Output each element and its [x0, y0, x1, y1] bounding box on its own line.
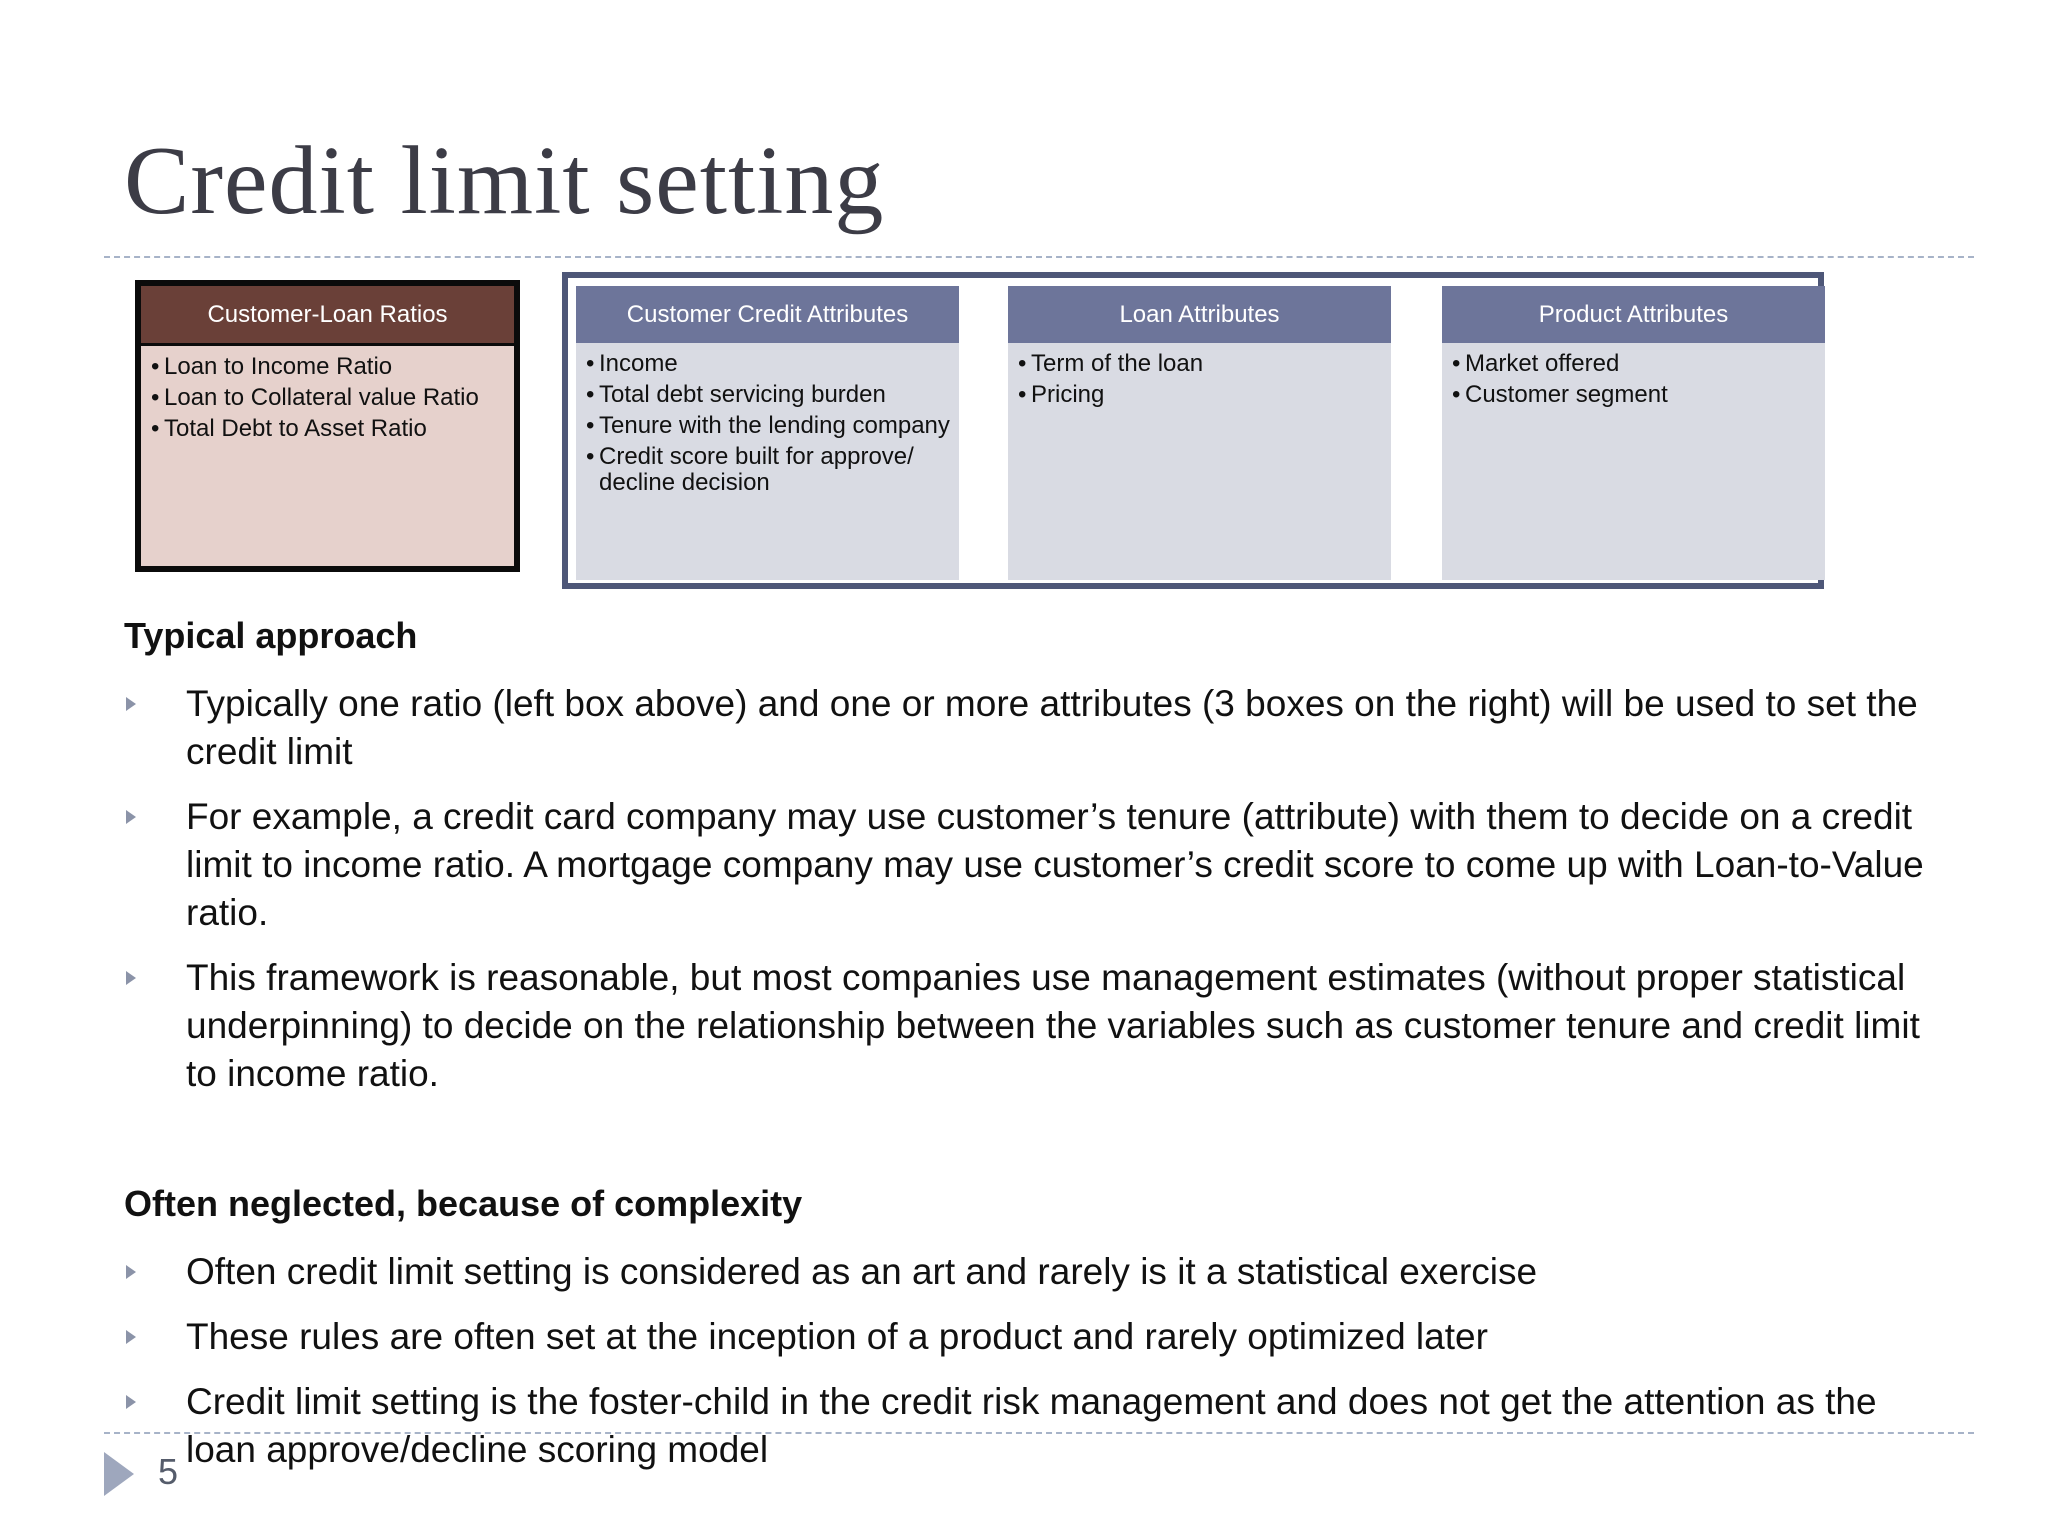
ratio-item: • Loan to Collateral value Ratio	[151, 385, 506, 411]
bullet-text: For example, a credit card company may use customer’s tenure (attribute) with them to decide on a credit limit to income ratio. A mortgage company may use customer’s credit score to come up with Loan-to-Value ratio.	[186, 796, 1924, 933]
attr-box-header: Loan Attributes	[1008, 286, 1391, 343]
attr-item: • Tenure with the lending company	[586, 413, 951, 439]
bullet-item	[124, 680, 1954, 776]
ratios-box-header: Customer-Loan Ratios	[141, 286, 514, 346]
attr-item: • Income	[586, 351, 951, 377]
attr-list	[1452, 351, 1817, 408]
neglected-list	[124, 1248, 1954, 1474]
footer-triangle-icon	[104, 1452, 134, 1496]
attributes-frame	[562, 272, 1824, 589]
bullet-item	[124, 793, 1954, 937]
slide-title: Credit limit setting	[124, 127, 885, 235]
bullet-item	[124, 1313, 1954, 1361]
title-divider	[104, 256, 1974, 258]
bullet-text: Credit limit setting is the foster-child in the credit risk management and does not get the attention as the loan approve/decline scoring model	[186, 1381, 1877, 1470]
ratio-item: • Loan to Income Ratio	[151, 354, 506, 380]
ratio-item: • Total Debt to Asset Ratio	[151, 416, 506, 442]
bullet-item	[124, 1248, 1954, 1296]
bullet-text: These rules are often set at the inception of a product and rarely optimized later	[186, 1316, 1488, 1357]
attr-item: • Pricing	[1018, 382, 1383, 408]
typical-approach-heading: Typical approach	[124, 615, 418, 656]
typical-approach-list	[124, 680, 1954, 1098]
attr-item: • Customer segment	[1452, 382, 1817, 408]
footer-divider	[104, 1432, 1974, 1434]
page-number: 5	[158, 1451, 179, 1492]
attr-box-header: Customer Credit Attributes	[576, 286, 959, 343]
attr-list	[1018, 351, 1383, 408]
ratios-list	[151, 354, 506, 442]
attr-list	[586, 351, 951, 496]
customer-credit-attributes-box	[576, 286, 959, 580]
bullet-text: Often credit limit setting is considered as an art and rarely is it a statistical exercise	[186, 1251, 1538, 1292]
triangle-bullet-icon	[126, 697, 136, 711]
attr-item: • Credit score built for approve/ decline decision	[586, 444, 951, 496]
attr-item: • Term of the loan	[1018, 351, 1383, 377]
product-attributes-box	[1442, 286, 1825, 580]
triangle-bullet-icon	[126, 810, 136, 824]
bullet-item	[124, 954, 1954, 1098]
attr-item: • Market offered	[1452, 351, 1817, 377]
triangle-bullet-icon	[126, 1395, 136, 1409]
bullet-text: This framework is reasonable, but most companies use management estimates (without proper statistical underpinning) to decide on the relationship between the variables such as customer tenure and credit limit to income ratio.	[186, 957, 1920, 1094]
customer-loan-ratios-box	[135, 280, 520, 572]
bullet-item	[124, 1378, 1954, 1474]
attr-box-header: Product Attributes	[1442, 286, 1825, 343]
neglected-heading: Often neglected, because of complexity	[124, 1183, 803, 1224]
bullet-text: Typically one ratio (left box above) and one or more attributes (3 boxes on the right) will be used to set the credit limit	[186, 683, 1918, 772]
triangle-bullet-icon	[126, 1330, 136, 1344]
triangle-bullet-icon	[126, 971, 136, 985]
triangle-bullet-icon	[126, 1265, 136, 1279]
attr-item: • Total debt servicing burden	[586, 382, 951, 408]
loan-attributes-box	[1008, 286, 1391, 580]
